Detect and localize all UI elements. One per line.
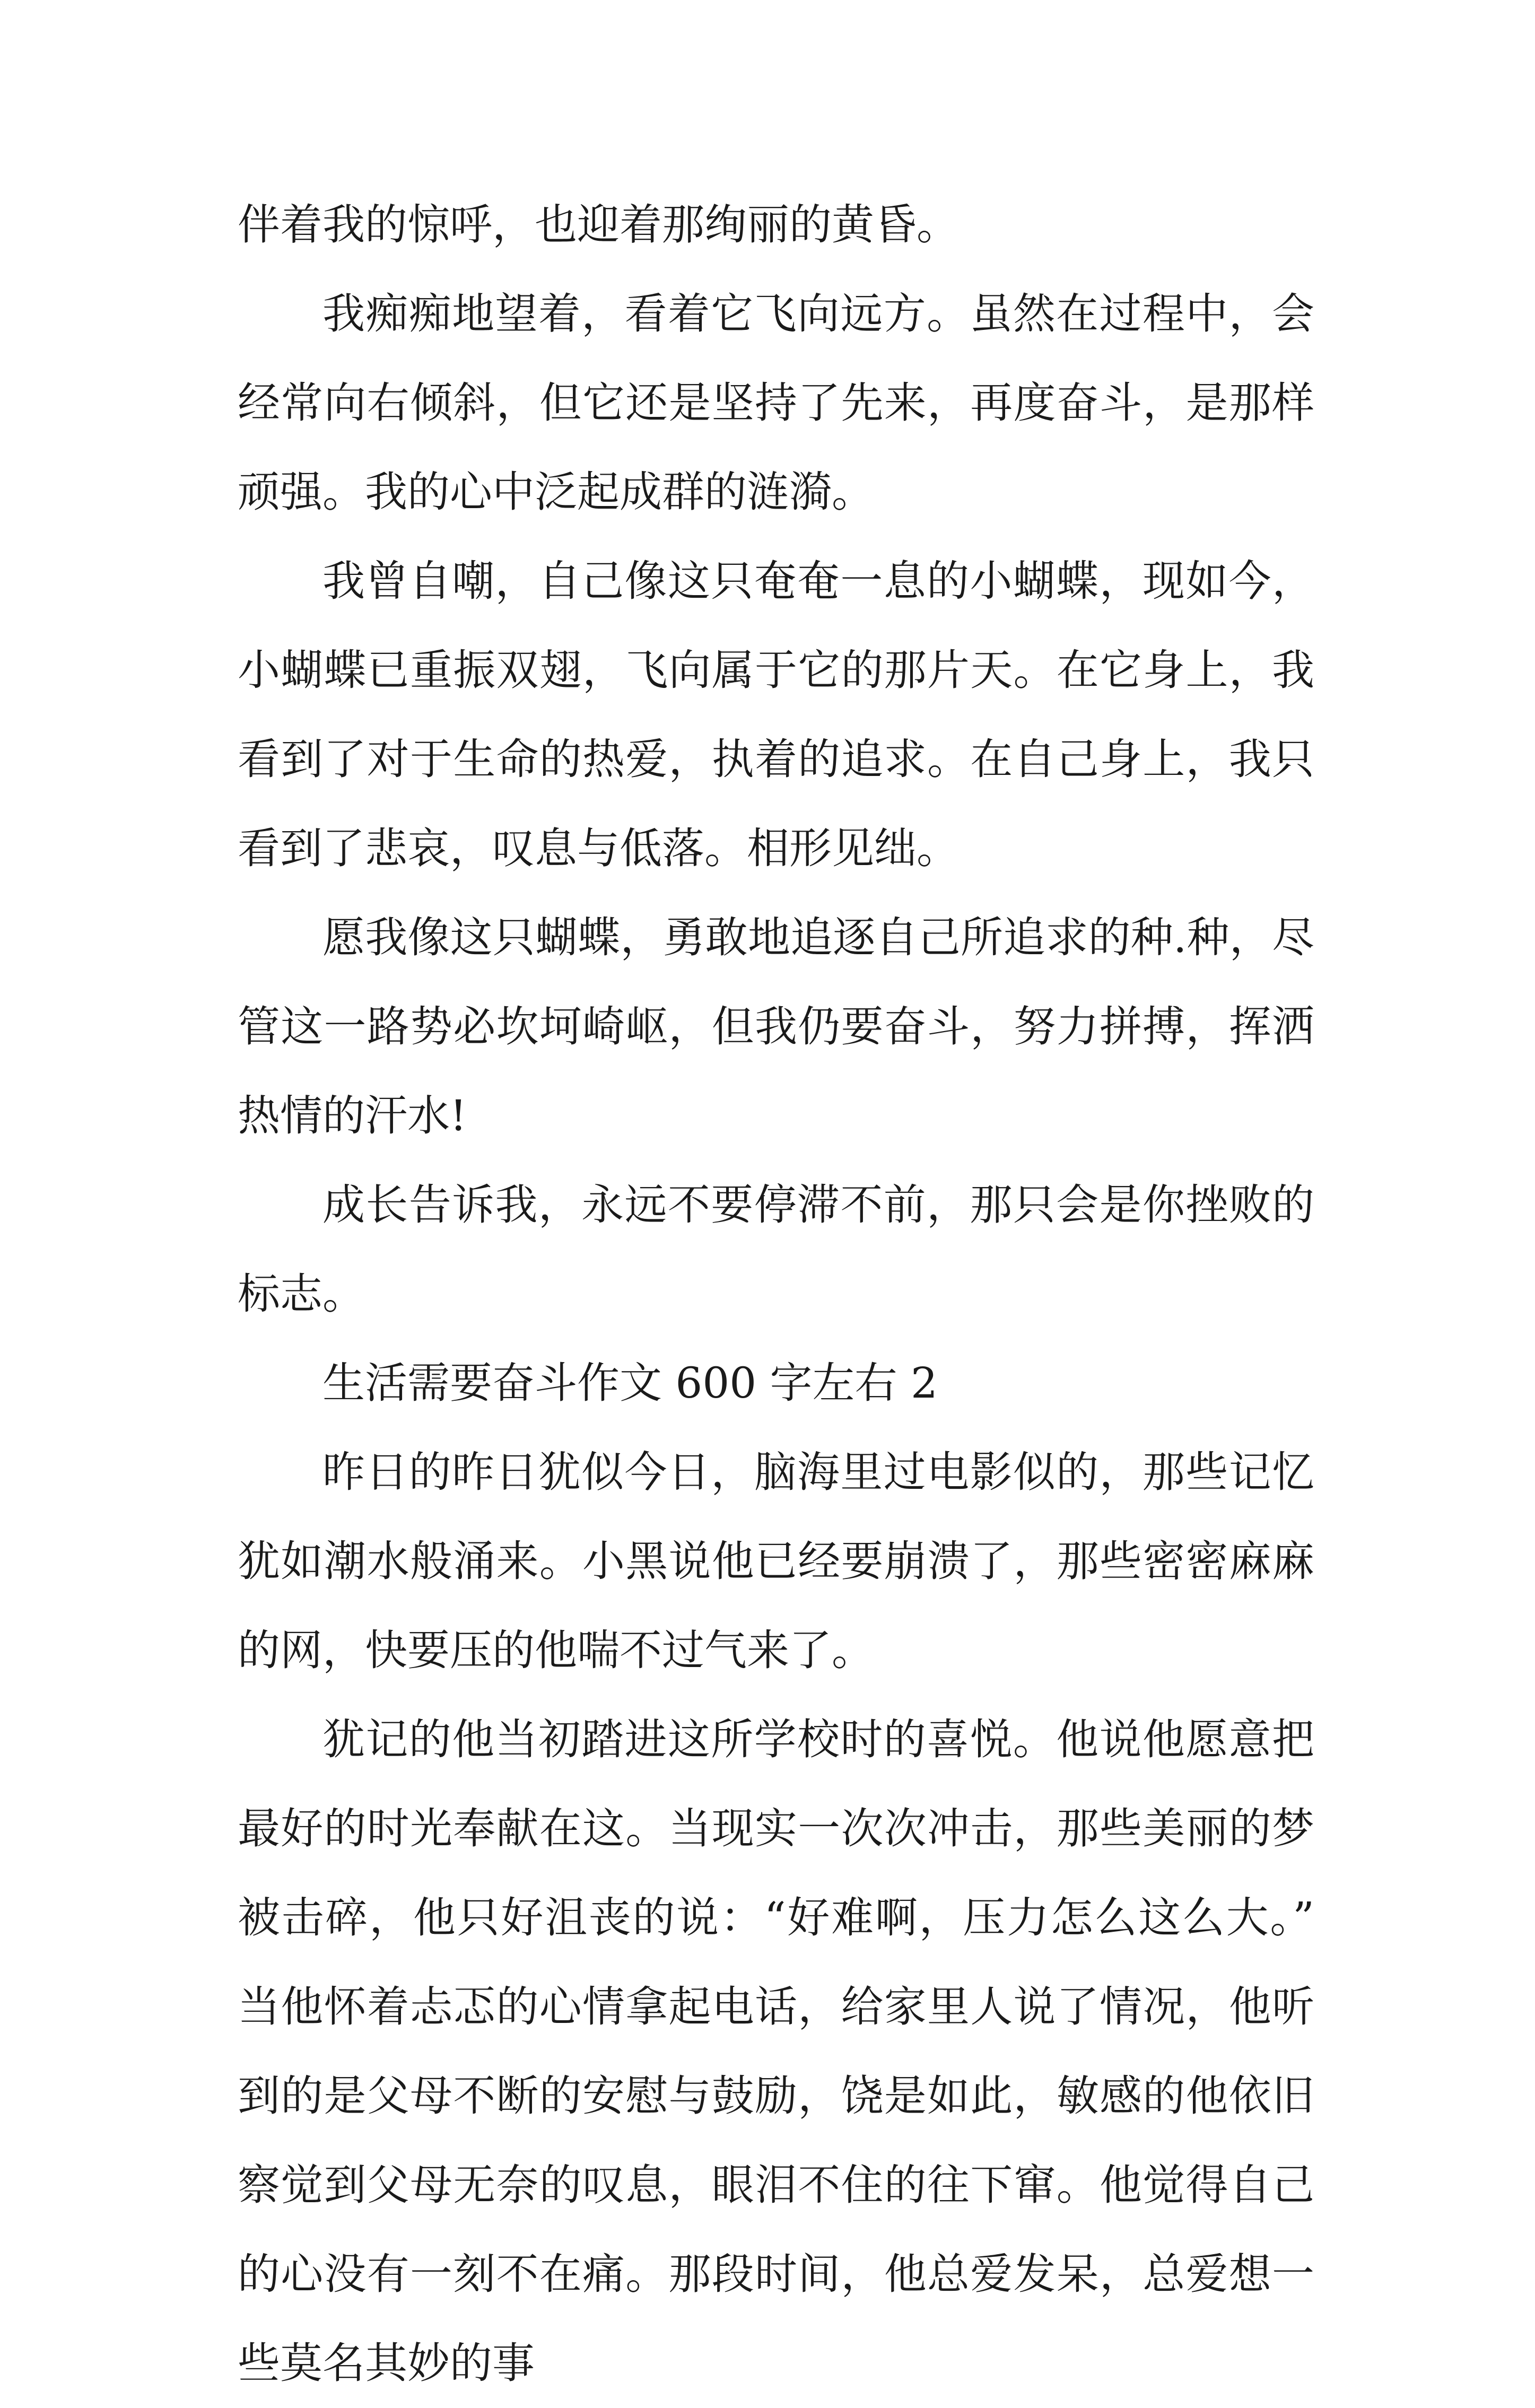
paragraph: 伴着我的惊呼，也迎着那绚丽的黄昏。 (238, 200, 959, 249)
paragraph: 犹记的他当初踏进这所学校时的喜悦。他说他愿意把最好的时光奉献在这。当现实一次次冲击，那些美丽的梦被击碎，他只好沮丧的说：“好难啊，压力怎么这么大。”当他怀着忐忑的心情拿起电话，给家里人说了情况，他听到的是父母不断的安慰与鼓励，饶是如此，敏感的他依旧察觉到父母无奈的叹息，眼泪不住的往下窜。他觉得自己的心没有一刻不在痛。那段时间，他总爱发呆，总爱想一些莫名其妙的事 (238, 1715, 1314, 2388)
paragraph: 我痴痴地望着，看着它飞向远方。虽然在过程中，会经常向右倾斜，但它还是坚持了先来，再度奋斗，是那样顽强。我的心中泛起成群的涟漪。 (238, 289, 1314, 517)
paragraph: 成长告诉我，永远不要停滞不前，那只会是你挫败的标志。 (238, 1180, 1314, 1319)
paragraph: 我曾自嘲，自己像这只奄奄一息的小蝴蝶，现如今，小蝴蝶已重振双翅，飞向属于它的那片天。在它身上，我看到了对于生命的热爱，执着的追求。在自己身上，我只看到了悲哀，叹息与低落。相形见绌。 (238, 556, 1314, 873)
section-heading: 生活需要奋斗作文 600 字左右 2 (322, 1358, 938, 1408)
paragraph: 昨日的昨日犹似今日，脑海里过电影似的，那些记忆犹如潮水般涌来。小黑说他已经要崩溃了，那些密密麻麻的网，快要压的他喘不过气来了。 (238, 1447, 1314, 1675)
paragraph: 愿我像这只蝴蝶，勇敢地追逐自己所追求的种.种，尽管这一路势必坎坷崎岖，但我仍要奋斗，努力拼搏，挥洒热情的汗水! (238, 913, 1314, 1140)
document-body (238, 180, 1314, 2408)
